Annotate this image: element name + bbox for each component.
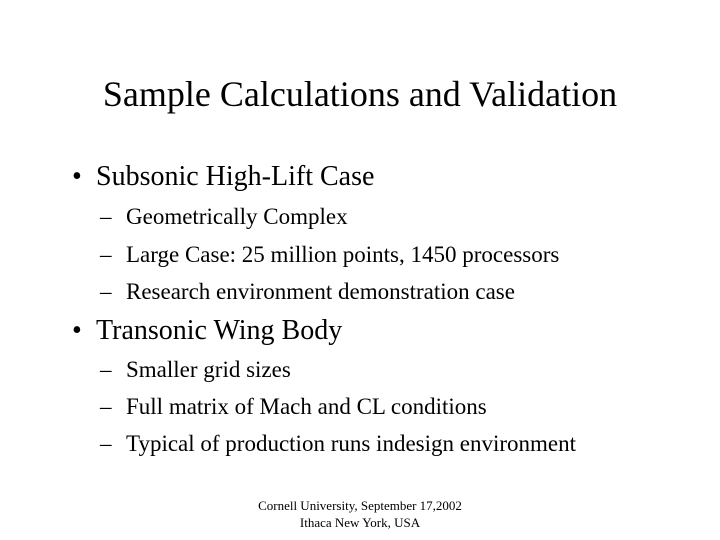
sub-item [100, 203, 348, 231]
footer-line-1: Cornell University, September 17,2002 [258, 498, 462, 513]
slide-title: Sample Calculations and Validation [102, 74, 618, 114]
sub-item [100, 241, 559, 269]
sub-marker: – [100, 204, 112, 229]
sub-text: Research environment demonstration case [126, 279, 515, 304]
sub-item [100, 356, 291, 384]
bullet-transonic-wing-body [72, 314, 342, 348]
sub-text: Typical of production runs indesign environment [126, 431, 576, 456]
sub-marker: – [100, 431, 112, 456]
sub-marker: – [100, 357, 112, 382]
bullet-text: Subsonic High-Lift Case [96, 161, 375, 192]
sub-item [100, 430, 576, 458]
bullet-subsonic-high-lift [72, 160, 374, 194]
footer-line-2: Ithaca New York, USA [299, 515, 421, 530]
bullet-marker: • [72, 315, 82, 346]
slide-footer [0, 497, 720, 531]
sub-item [100, 278, 515, 306]
sub-marker: – [100, 242, 112, 267]
bullet-marker: • [72, 161, 82, 192]
sub-text: Geometrically Complex [126, 204, 348, 229]
sub-text: Full matrix of Mach and CL conditions [126, 394, 487, 419]
sub-text: Large Case: 25 million points, 1450 processors [126, 242, 560, 267]
sub-text: Smaller grid sizes [126, 357, 291, 382]
sub-item [100, 393, 487, 421]
bullet-text: Transonic Wing Body [96, 315, 343, 346]
sub-marker: – [100, 394, 112, 419]
sub-marker: – [100, 279, 112, 304]
